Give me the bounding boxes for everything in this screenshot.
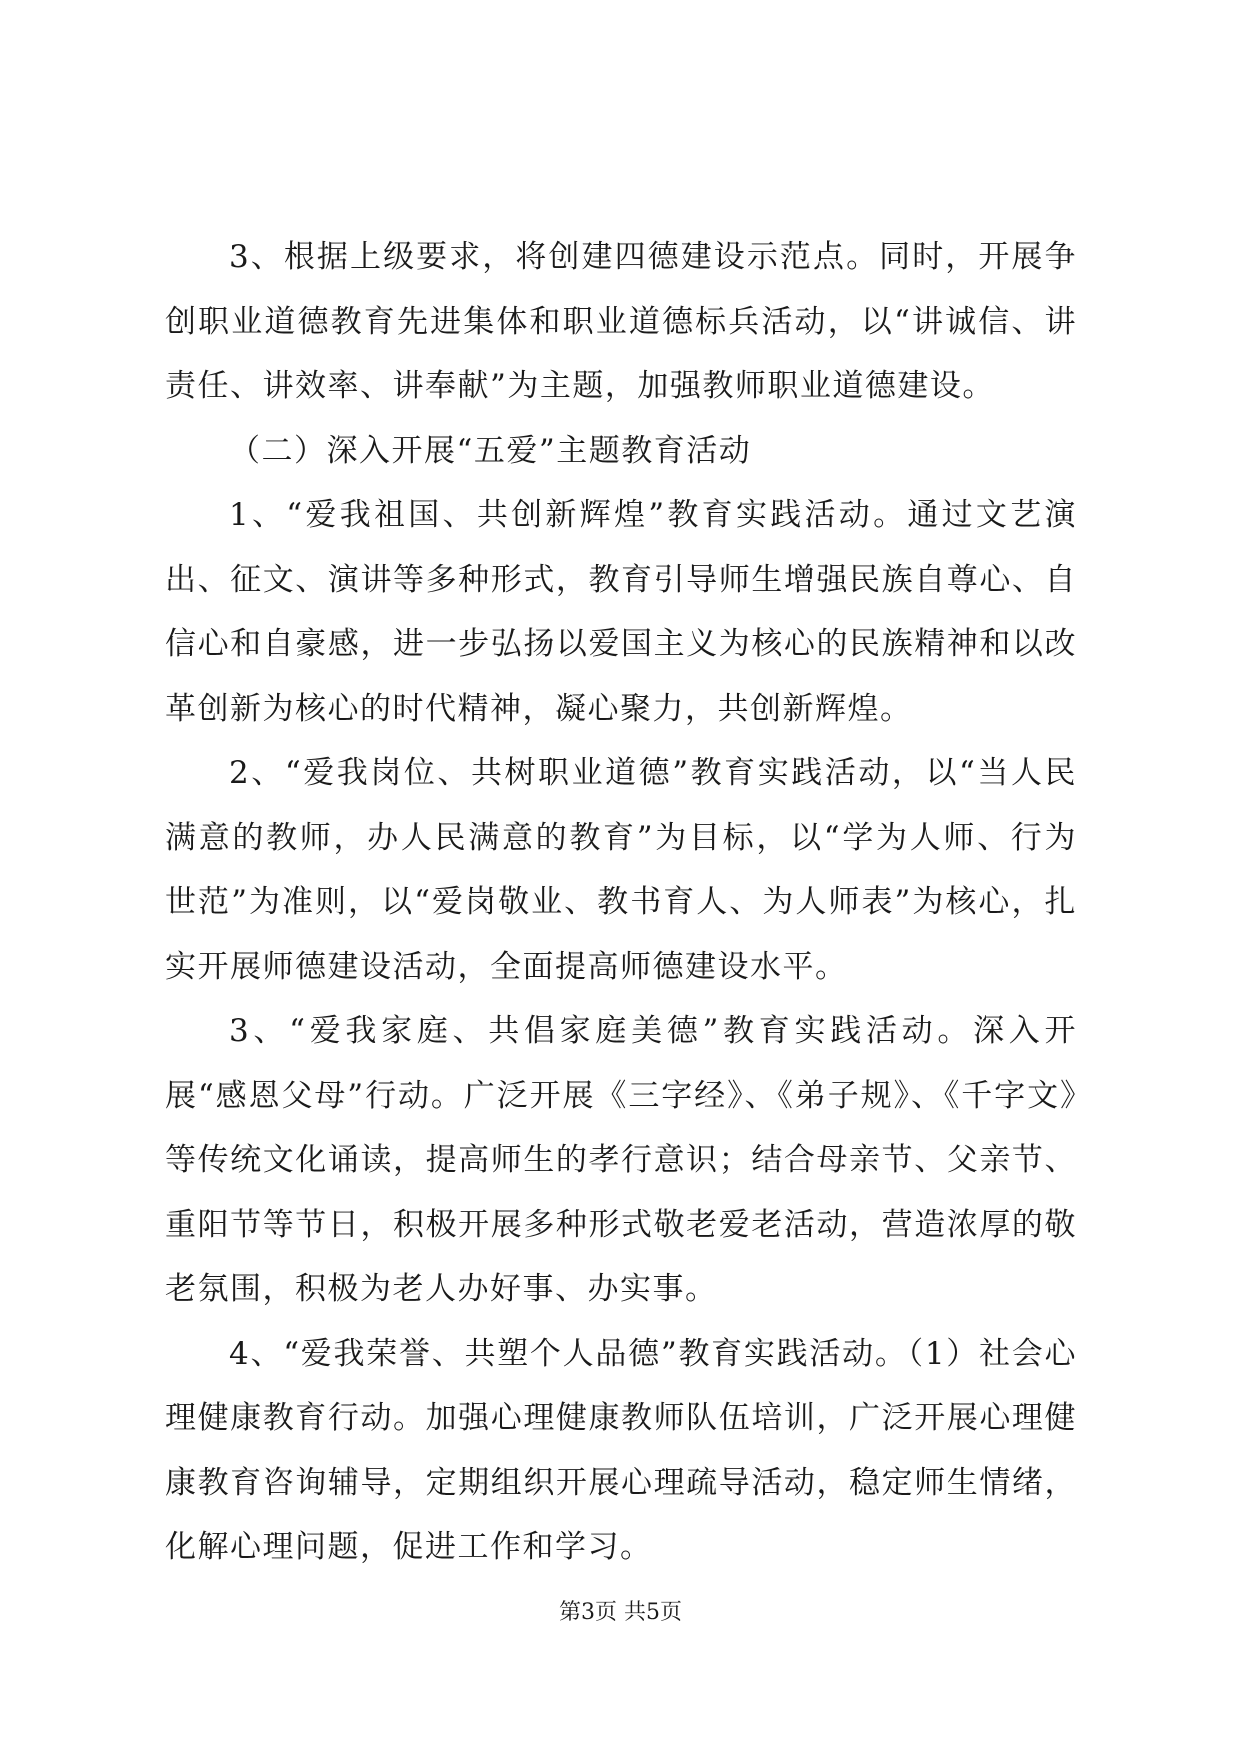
paragraph-love-honor: 4、“爱我荣誉、共塑个人品德”教育实践活动。（1）社会心理健康教育行动。加强心理健康教师队伍培训，广泛开展心理健康教育咨询辅导，定期组织开展心理疏导活动，稳定师生情绪，化解心理问题，促进工作和学习。 <box>165 1335 1077 1565</box>
paragraph-moral-demonstration: 3、根据上级要求，将创建四德建设示范点。同时，开展争创职业道德教育先进集体和职业道德标兵活动，以“讲诚信、讲责任、讲效率、讲奉献”为主题，加强教师职业道德建设。 <box>165 239 1077 404</box>
paragraph-love-motherland: 1、“爱我祖国、共创新辉煌”教育实践活动。通过文艺演出、征文、演讲等多种形式，教育引导师生增强民族自尊心、自信心和自豪感，进一步弘扬以爱国主义为核心的民族精神和以改革创新为核心的时代精神，凝心聚力，共创新辉煌。 <box>165 497 1077 727</box>
section-heading-five-loves: （二）深入开展“五爱”主题教育活动 <box>229 432 752 469</box>
paragraph-love-family: 3、“爱我家庭、共倡家庭美德”教育实践活动。深入开展“感恩父母”行动。广泛开展《三字经》、《弟子规》、《千字文》等传统文化诵读，提高师生的孝行意识；结合母亲节、父亲节、重阳节等节日，积极开展多种形式敬老爱老活动，营造浓厚的敬老氛围，积极为老人办好事、办实事。 <box>165 1013 1077 1307</box>
paragraph-love-post: 2、“爱我岗位、共树职业道德”教育实践活动，以“当人民满意的教师，办人民满意的教育”为目标，以“学为人师、行为世范”为准则，以“爱岗敬业、教书育人、为人师表”为核心，扎实开展师德建设活动，全面提高师德建设水平。 <box>165 755 1077 985</box>
page-number-footer: 第3页 共5页 <box>559 1600 682 1625</box>
document-body <box>165 225 1077 1580</box>
